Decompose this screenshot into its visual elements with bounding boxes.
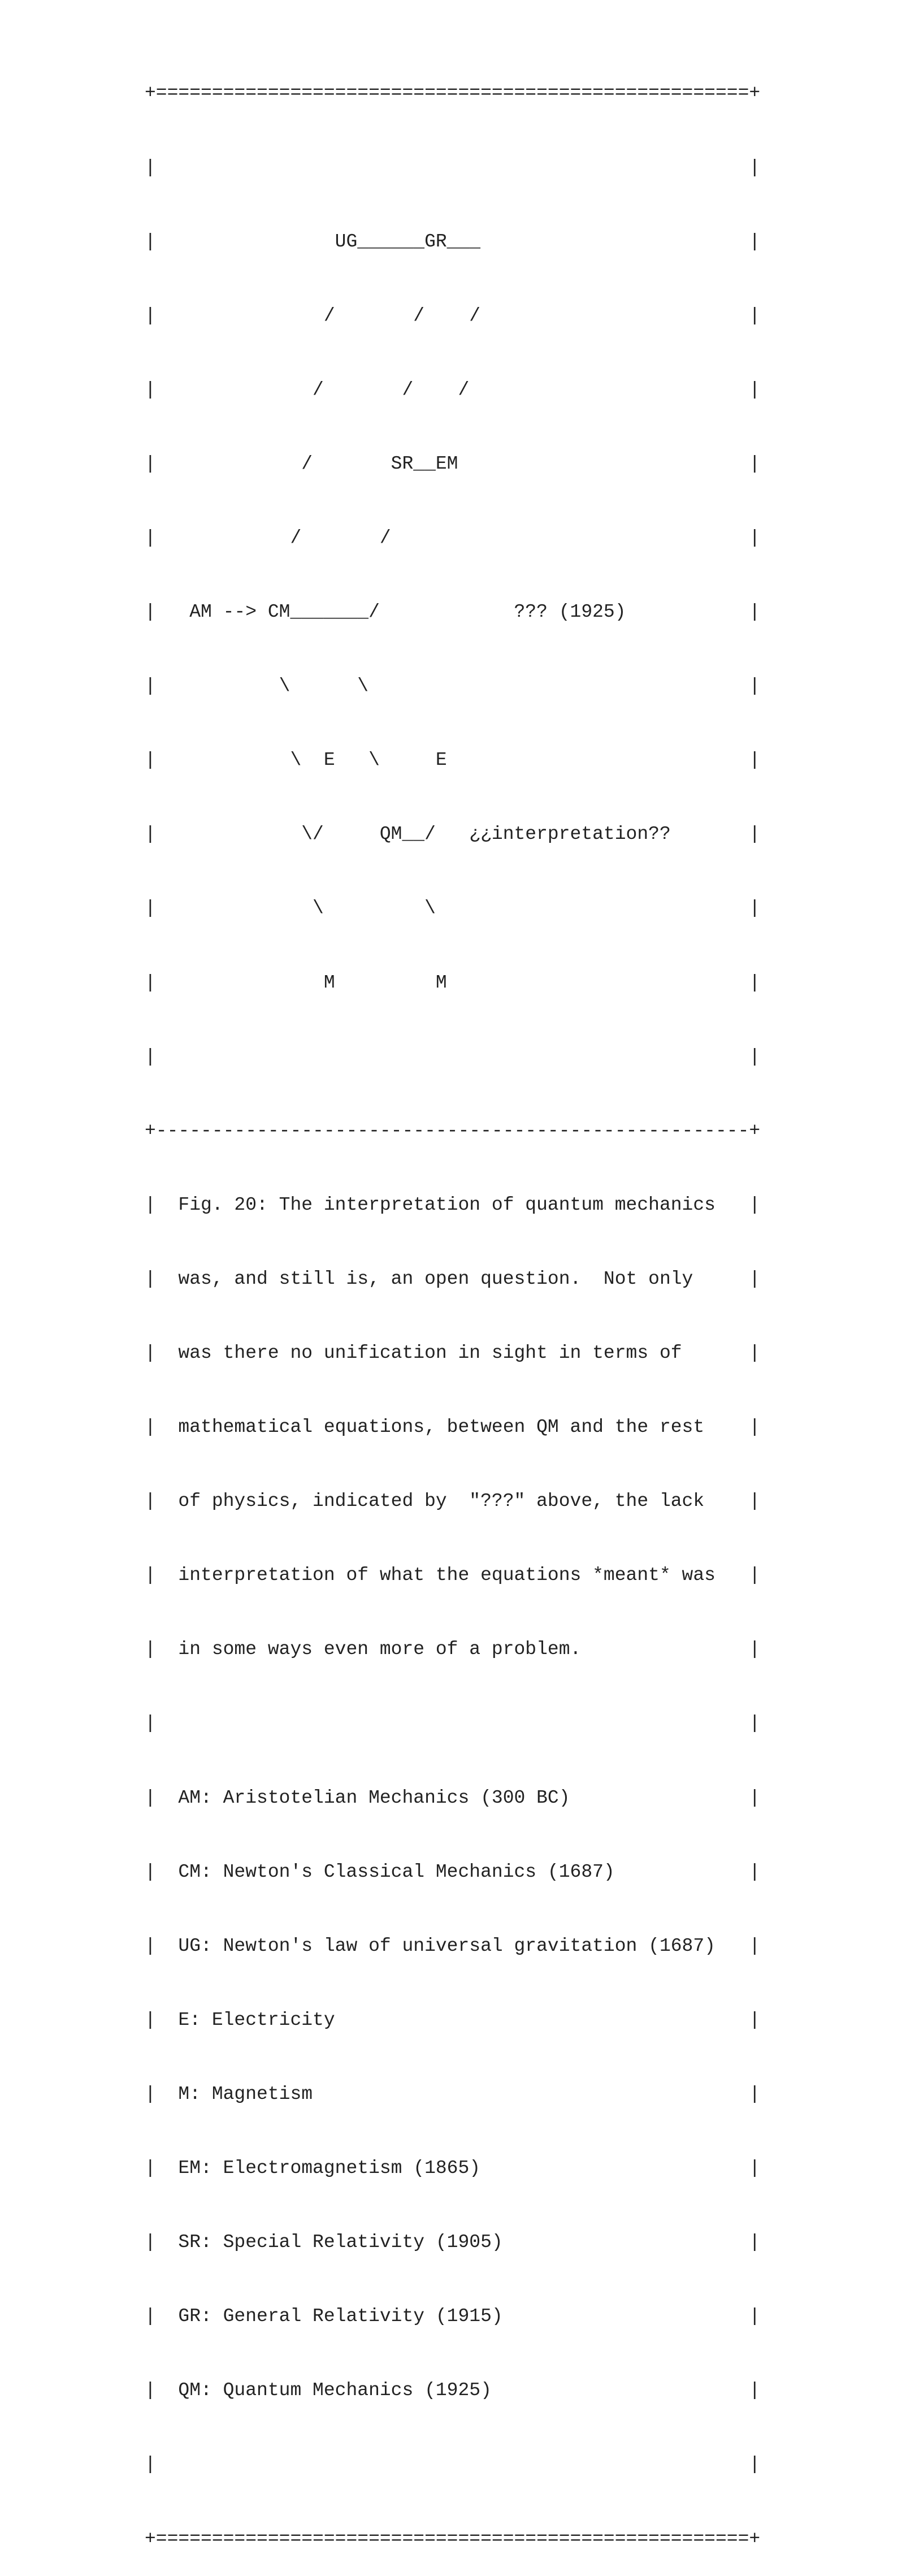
legend-line: | |: [145, 2454, 761, 2475]
diagram-line: | / / |: [145, 527, 761, 548]
diagram-line: | |: [145, 157, 761, 178]
diagram-line: | \ \ |: [145, 898, 761, 919]
legend-line: | CM: Newton's Classical Mechanics (1687) |: [145, 1861, 761, 1882]
caption-line: | in some ways even more of a problem. |: [145, 1639, 761, 1660]
caption-line: | interpretation of what the equations *meant* was |: [145, 1565, 761, 1586]
border-divider: +-----------------------------------------------------+: [145, 1120, 761, 1141]
legend-line: | AM: Aristotelian Mechanics (300 BC) |: [145, 1787, 761, 1808]
diagram-line: | / SR__EM |: [145, 453, 761, 474]
caption-line: | was there no unification in sight in terms of |: [145, 1343, 761, 1363]
diagram-line: | \/ QM__/ ¿¿interpretation?? |: [145, 824, 761, 845]
caption-line: | was, and still is, an open question. Not only |: [145, 1268, 761, 1289]
caption-line: | Fig. 20: The interpretation of quantum mechanics |: [145, 1194, 761, 1215]
legend-line: | M: Magnetism |: [145, 2083, 761, 2105]
ascii-figure: [145, 32, 760, 2576]
legend-line: | UG: Newton's law of universal gravitation (1687) |: [145, 1935, 761, 1956]
diagram-line: | UG______GR___ |: [145, 231, 761, 252]
diagram-line: | / / / |: [145, 379, 761, 400]
border-top: +=====================================================+: [145, 83, 761, 104]
diagram-line: | AM --> CM_______/ ??? (1925) |: [145, 601, 761, 623]
legend-line: | EM: Electromagnetism (1865) |: [145, 2158, 761, 2179]
legend-line: | GR: General Relativity (1915) |: [145, 2306, 761, 2327]
legend-line: | SR: Special Relativity (1905) |: [145, 2232, 761, 2253]
legend-line: | E: Electricity |: [145, 2009, 761, 2031]
diagram-line: | \ E \ E |: [145, 750, 761, 771]
border-bottom: +=====================================================+: [145, 2528, 761, 2549]
legend-line: | QM: Quantum Mechanics (1925) |: [145, 2380, 761, 2401]
diagram-line: | |: [145, 1046, 761, 1067]
caption-line: | mathematical equations, between QM and the rest |: [145, 1417, 761, 1438]
diagram-line: | \ \ |: [145, 676, 761, 697]
caption-line: | of physics, indicated by "???" above, the lack |: [145, 1491, 761, 1512]
diagram-line: | M M |: [145, 972, 761, 993]
diagram-line: | / / / |: [145, 305, 761, 326]
caption-line: | |: [145, 1713, 761, 1734]
